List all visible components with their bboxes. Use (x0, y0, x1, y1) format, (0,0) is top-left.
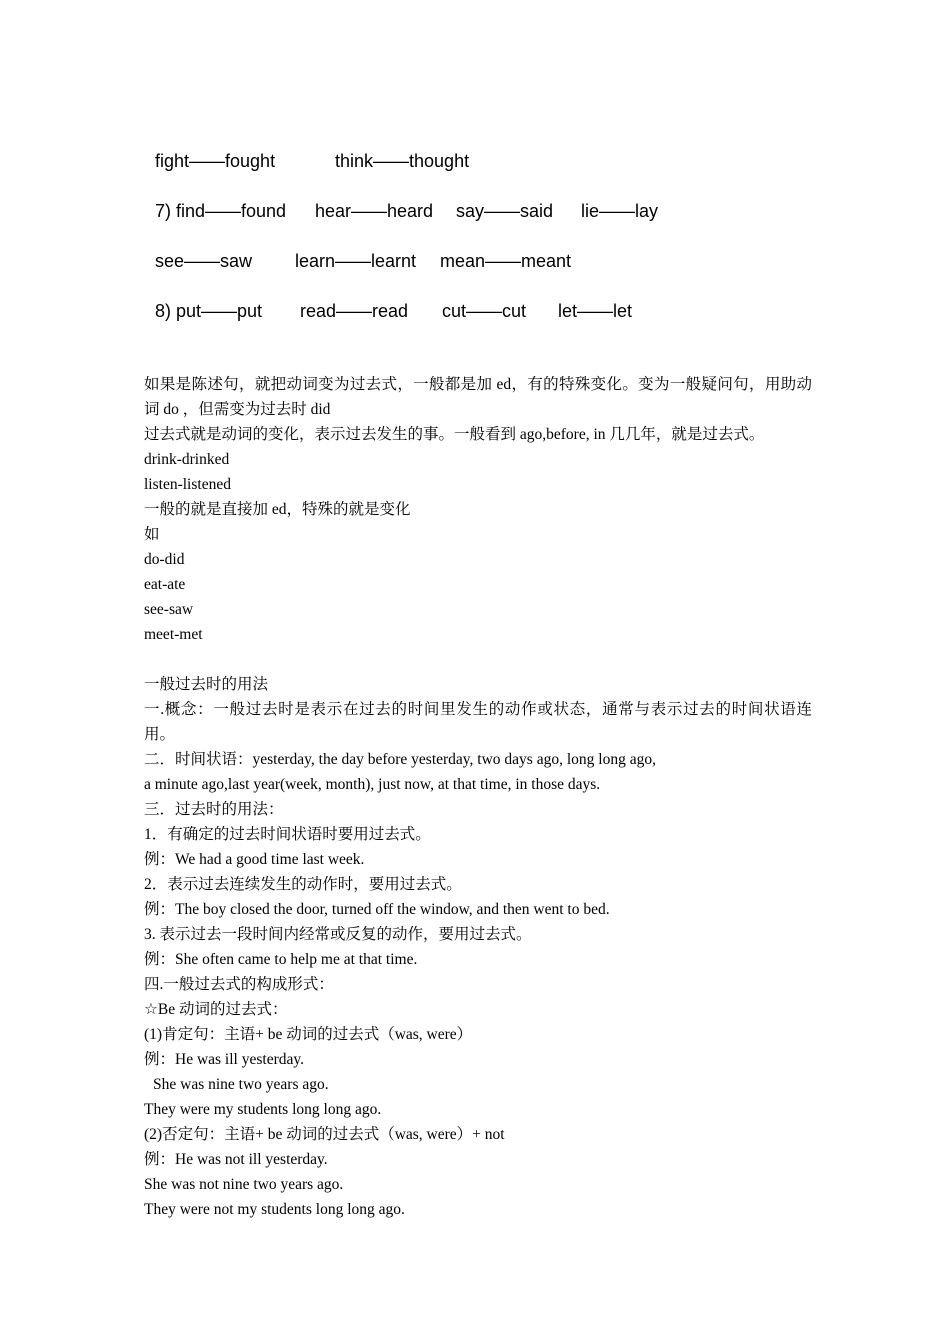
use-rule: 3. 表示过去一段时间内经常或反复的动作，要用过去式。 (144, 926, 532, 943)
verb-pair: fight——fought (155, 151, 276, 171)
such-as-line: 如 (144, 526, 160, 543)
verb-row (155, 196, 855, 246)
verb-pair: learn——learnt (295, 251, 417, 271)
grammar-notes (144, 372, 812, 1222)
blank-line (144, 647, 812, 672)
verb-pair: mean——meant (440, 251, 572, 271)
adverbials-line: a minute ago,last year(week, month), just now, at that time, in those days. (144, 776, 601, 793)
use-rule: 2．表示过去连续发生的动作时，要用过去式。 (144, 876, 462, 893)
negative-example: 例：He was not ill yesterday. (144, 1151, 328, 1168)
statement-rule-paragraph: 如果是陈述句，就把动词变为过去式，一般都是加 ed，有的特殊变化。变为一般疑问句，用助动词 do ，但需变为过去时 did (144, 376, 812, 418)
uses-heading: 三．过去时的用法： (144, 801, 284, 818)
verb-pair: read——read (300, 301, 409, 321)
use-rule: 1．有确定的过去时间状语时要用过去式。 (144, 826, 431, 843)
use-example: 例：The boy closed the door, turned off the window, and then went to bed. (144, 901, 610, 918)
verb-pair: lie——lay (581, 201, 659, 221)
verb-pair: hear——heard (315, 201, 434, 221)
forms-heading: 四.一般过去式的构成形式： (144, 976, 334, 993)
example-line: meet-met (144, 626, 203, 643)
example-line: eat-ate (144, 576, 186, 593)
adverbials-line: 二．时间状语：yesterday, the day before yesterday, two days ago, long long ago, (144, 751, 656, 768)
example-line: see-saw (144, 601, 194, 618)
example-line: drink-drinked (144, 451, 230, 468)
verb-row (155, 296, 855, 346)
use-example: 例：She often came to help me at that time. (144, 951, 418, 968)
affirmative-example: They were my students long long ago. (144, 1101, 382, 1118)
use-example: 例：We had a good time last week. (144, 851, 365, 868)
verb-pair: say——said (456, 201, 554, 221)
affirmative-example: She was nine two years ago. (153, 1076, 329, 1093)
irregular-verb-list (155, 146, 855, 346)
definition-rule-paragraph: 过去式就是动词的变化，表示过去发生的事。一般看到 ago,before, in 几几年，就是过去式。 (144, 426, 765, 443)
negative-example: They were not my students long long ago. (144, 1201, 405, 1218)
example-line: do-did (144, 551, 185, 568)
verb-pair: let——let (558, 301, 633, 321)
verb-pair: 8) put——put (155, 301, 263, 321)
verb-pair: think——thought (335, 151, 470, 171)
be-verb-heading: ☆Be 动词的过去式： (144, 1001, 288, 1018)
verb-row (155, 246, 855, 296)
affirmative-example: 例：He was ill yesterday. (144, 1051, 304, 1068)
example-line: listen-listened (144, 476, 231, 493)
affirmative-rule: (1)肯定句：主语+ be 动词的过去式（was, were） (144, 1026, 473, 1043)
verb-pair: see——saw (155, 251, 253, 271)
section-title: 一般过去时的用法 (144, 676, 269, 693)
verb-row (155, 146, 855, 196)
general-rule-line: 一般的就是直接加 ed，特殊的就是变化 (144, 501, 411, 518)
negative-example: She was not nine two years ago. (144, 1176, 344, 1193)
negative-rule: (2)否定句：主语+ be 动词的过去式（was, were）+ not (144, 1126, 505, 1143)
verb-pair: cut——cut (442, 301, 527, 321)
concept-paragraph: 一.概念：一般过去时是表示在过去的时间里发生的动作或状态，通常与表示过去的时间状语连用。 (144, 701, 812, 743)
verb-pair: 7) find——found (155, 201, 287, 221)
